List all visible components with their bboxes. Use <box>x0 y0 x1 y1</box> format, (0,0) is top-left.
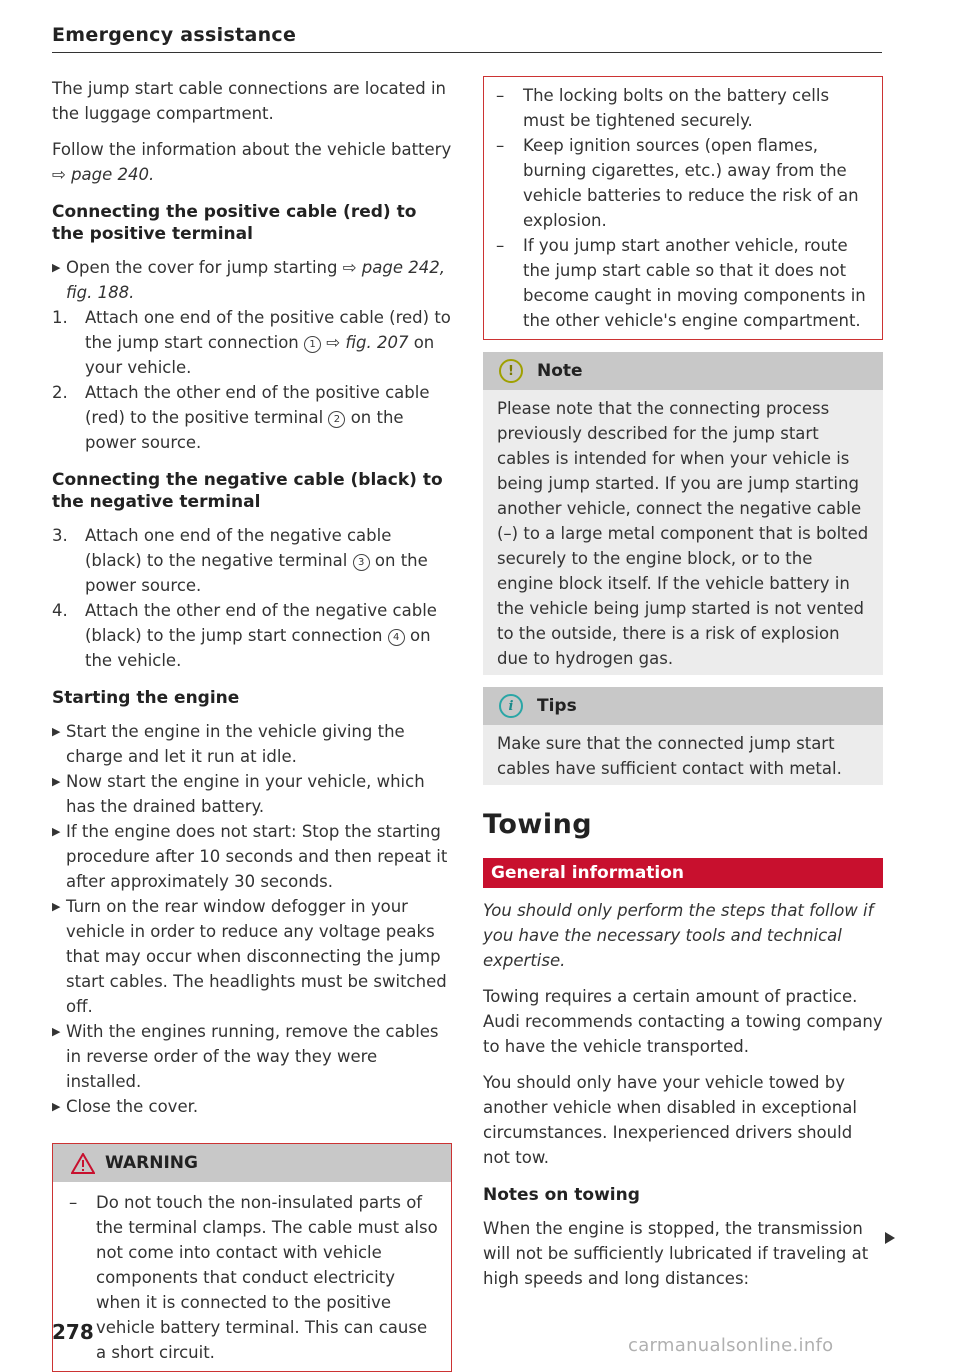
note-text: Please note that the connecting process previously described for the jump start cables is intended for when your vehicle is being jump started. If you are jump starting another vehicle, connect the negative cable (–) to a large metal component that is bolted securely to the engine block, or to the engine block itself. If the vehicle battery in the vehicle being jump started is not vented to the outside, there is a risk of explosion due to hydrogen gas. <box>497 399 869 668</box>
page-reference-link[interactable]: ⇨ page 242, fig. 188. <box>66 258 445 302</box>
instruction-bullet: ▶ Close the cover. <box>52 1094 452 1119</box>
step-2: 2. Attach the other end of the positive cable (red) to the positive terminal 2 on the power source. <box>52 383 430 452</box>
warning-title: WARNING <box>105 1153 198 1173</box>
section-title: Emergency assistance <box>52 24 297 46</box>
warning-item: – Do not touch the non-insulated parts of the terminal clamps. The cable must also not come into contact with vehicle components that conduct electricity when it is connected to the positive vehicle battery terminal. This can cause a short circuit. <box>69 1193 438 1362</box>
step-1: 1. Attach one end of the positive cable (red) to the jump start connection 1 ⇨ fig. 207 on your vehicle. <box>52 308 451 377</box>
triangle-bullet-icon: ▶ <box>52 1025 61 1038</box>
paragraph: Follow the information about the vehicle battery ⇨ page 240. <box>52 140 452 184</box>
warning-item: – If you jump start another vehicle, route the jump start cable so that it does not become caught in moving components in the other vehicle's engine compartment. <box>496 236 866 330</box>
instruction-bullet: ▶ Start the engine in the vehicle giving the charge and let it run at idle. <box>52 719 452 769</box>
heading-notes-on-towing: Notes on towing <box>483 1185 640 1205</box>
callout-number: 1 <box>304 336 321 353</box>
triangle-bullet-icon: ▶ <box>52 825 61 838</box>
triangle-bullet-icon: ▶ <box>52 900 61 913</box>
warning-header <box>53 1144 451 1182</box>
instruction-bullet: ▶ Open the cover for jump starting ⇨ page 242, fig. 188. <box>52 255 452 305</box>
instruction-bullet: ▶ Now start the engine in your vehicle, which has the drained battery. <box>52 769 452 819</box>
paragraph: When the engine is stopped, the transmission will not be sufficiently lubricated if traveling at high speeds and long distances: <box>483 1219 869 1288</box>
heading-starting-engine: Starting the engine <box>52 688 240 708</box>
step-3: 3. Attach one end of the negative cable (black) to the negative terminal 3 on the power source. <box>52 526 428 595</box>
instruction-bullet: ▶ If the engine does not start: Stop the starting procedure after 10 seconds and then repeat it after approximately 30 seconds. <box>52 819 452 894</box>
paragraph: You should only have your vehicle towed by another vehicle when disabled in exceptional circumstances. Inexperienced drivers should not tow. <box>483 1073 857 1167</box>
figure-reference-link[interactable]: ⇨ fig. 207 <box>326 333 409 352</box>
page-header <box>52 24 882 53</box>
tips-title: Tips <box>537 696 577 716</box>
paragraph: The jump start cable connections are located in the luggage compartment. <box>52 79 447 123</box>
tips-text: Make sure that the connected jump start cables have sufficient contact with metal. <box>497 734 842 778</box>
info-icon: i <box>499 694 523 718</box>
general-information-bar: General information <box>483 858 883 888</box>
heading-towing: Towing <box>483 809 593 840</box>
warning-item: – The locking bolts on the battery cells must be tightened securely. <box>496 86 830 130</box>
heading-negative-cable: Connecting the negative cable (black) to the negative terminal <box>52 470 443 512</box>
note-title: Note <box>537 361 583 381</box>
exclamation-icon: ! <box>499 359 523 383</box>
warning-box <box>52 1143 452 1372</box>
triangle-bullet-icon: ▶ <box>52 775 61 788</box>
tips-body <box>483 725 883 785</box>
warning-triangle-icon <box>71 1153 95 1174</box>
step-4: 4. Attach the other end of the negative cable (black) to the jump start connection 4 on the vehicle. <box>52 601 437 670</box>
callout-number: 4 <box>388 629 405 646</box>
page-number: 278 <box>52 1320 94 1344</box>
tips-header <box>483 687 883 725</box>
note-body <box>483 390 883 675</box>
triangle-bullet-icon: ▶ <box>52 725 61 738</box>
watermark: carmanualsonline.info <box>628 1335 834 1356</box>
callout-number: 3 <box>353 554 370 571</box>
triangle-bullet-icon: ▶ <box>52 1100 61 1113</box>
heading-positive-cable: Connecting the positive cable (red) to the positive terminal <box>52 202 417 244</box>
note-header <box>483 352 883 390</box>
warning-item: – Keep ignition sources (open flames, burning cigarettes, etc.) away from the vehicle batteries to reduce the risk of an explosion. <box>496 136 859 230</box>
instruction-bullet: ▶ Turn on the rear window defogger in your vehicle in order to reduce any voltage peaks that may occur when disconnecting the jump start cables. The headlights must be switched off. <box>52 894 452 1019</box>
left-column <box>52 76 452 1372</box>
instruction-bullet: ▶ With the engines running, remove the cables in reverse order of the way they were installed. <box>52 1019 452 1094</box>
triangle-bullet-icon: ▶ <box>52 261 61 274</box>
intro-text: You should only perform the steps that follow if you have the necessary tools and technical expertise. <box>483 901 874 970</box>
warning-continuation-box <box>483 76 883 340</box>
callout-number: 2 <box>328 411 345 428</box>
paragraph: Towing requires a certain amount of practice. Audi recommends contacting a towing company to have the vehicle transported. <box>483 987 883 1056</box>
continue-arrow-icon <box>885 1232 895 1244</box>
page-reference-link[interactable]: ⇨ page 240. <box>52 165 155 184</box>
right-column <box>483 76 883 1302</box>
